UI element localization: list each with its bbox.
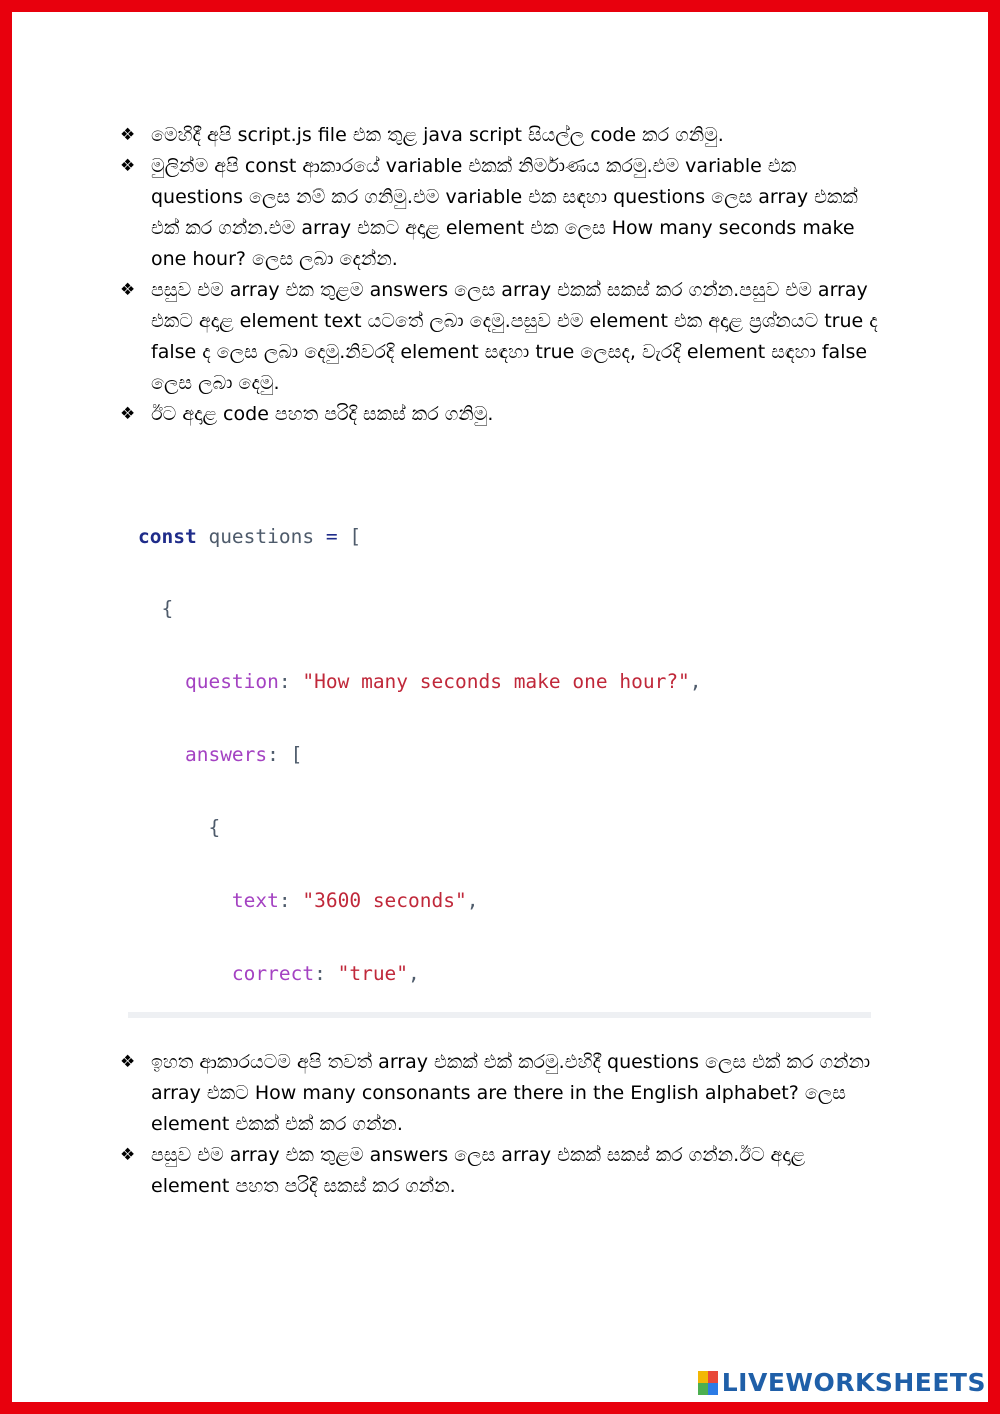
code-string: "3600 seconds" (302, 889, 467, 913)
liveworksheets-logo (698, 1368, 986, 1398)
code-variable: questions (208, 524, 315, 548)
instruction-item (120, 1047, 885, 1140)
instruction-item (120, 275, 885, 399)
instruction-text: මෙහිදී අපි script.js file එක තුළ java script සියල්ල code කර ගනිමු. (151, 124, 724, 146)
instruction-item (120, 120, 885, 151)
instruction-item (120, 151, 885, 275)
instruction-text: පසුව එම array එක තුළම answers ලෙස array එකක් සකස් කර ගන්න.පසුව එම array එකට අදාළ element text යටතේ ලබා දෙමු.පසුව එම element එක අදාළ ප්‍රශ්නයට true ද false ද ලෙස ලබා දෙමු.නිවරදි element සඳහා true ලෙසද, වැරදි element සඳහා false ලෙස ලබා දෙමු. (151, 279, 878, 394)
diamond-bullet-icon: ❖ (120, 1145, 136, 1165)
liveworksheets-logo-icon (698, 1371, 718, 1395)
instruction-text: පසුව එම array එක තුළම answers ලෙස array එකක් සකස් කර ගන්න.ඊට අදාළ element පහත පරිදි සකස් කර ගන්න. (151, 1144, 806, 1197)
code-line: text: "3600 seconds", (231, 889, 479, 913)
diamond-bullet-icon: ❖ (120, 125, 136, 145)
code-line: const questions = [ (138, 524, 362, 548)
code-block (138, 476, 702, 1018)
code-string: "true" (337, 961, 409, 985)
top-instructions (120, 120, 885, 430)
instruction-item (120, 399, 885, 430)
code-key: correct (231, 961, 315, 985)
instruction-text: ඉහත ආකාරයටම අපි තවත් array එකක් එක් කරමු.එහිදී questions ලෙස එක් කර ගන්නා array එකට How many consonants are there in the English alphabet? ලෙස element එකක් එක් කර ගන්න. (151, 1051, 871, 1135)
instruction-text: මුලින්ම අපි const ආකාරයේ variable එකක් නිර්මාණය කරමු.එම variable එක questions ලෙස නම් කර ගනිමු.එම variable එක සඳහා questions ලෙස array එකක් එක් කර ගන්න.එම array එකට අදාළ element එක ලෙස How many seconds make one hour? ලෙස ලබා දෙන්න. (151, 155, 858, 270)
code-string: "How many seconds make one hour?" (302, 670, 690, 694)
code-line: correct: "true", (231, 961, 420, 985)
code-line: { (208, 816, 221, 840)
code-key: question (184, 670, 279, 694)
diamond-bullet-icon: ❖ (120, 156, 136, 176)
code-key: text (231, 889, 279, 913)
code-keyword: const (138, 524, 197, 548)
diamond-bullet-icon: ❖ (120, 1052, 136, 1072)
code-line: { (161, 597, 174, 621)
code-line: question: "How many seconds make one hour?", (184, 670, 702, 694)
code-key: answers (184, 743, 268, 767)
logo-text: LIVEWORKSHEETS (721, 1368, 986, 1397)
code-screenshot (128, 470, 871, 1018)
diamond-bullet-icon: ❖ (120, 404, 136, 424)
instruction-item (120, 1140, 885, 1202)
instruction-text: ඊට අදාළ code පහත පරිදි සකස් කර ගනිමු. (151, 403, 494, 425)
code-line: answers: [ (184, 743, 303, 767)
bottom-instructions (120, 1047, 885, 1202)
diamond-bullet-icon: ❖ (120, 280, 136, 300)
